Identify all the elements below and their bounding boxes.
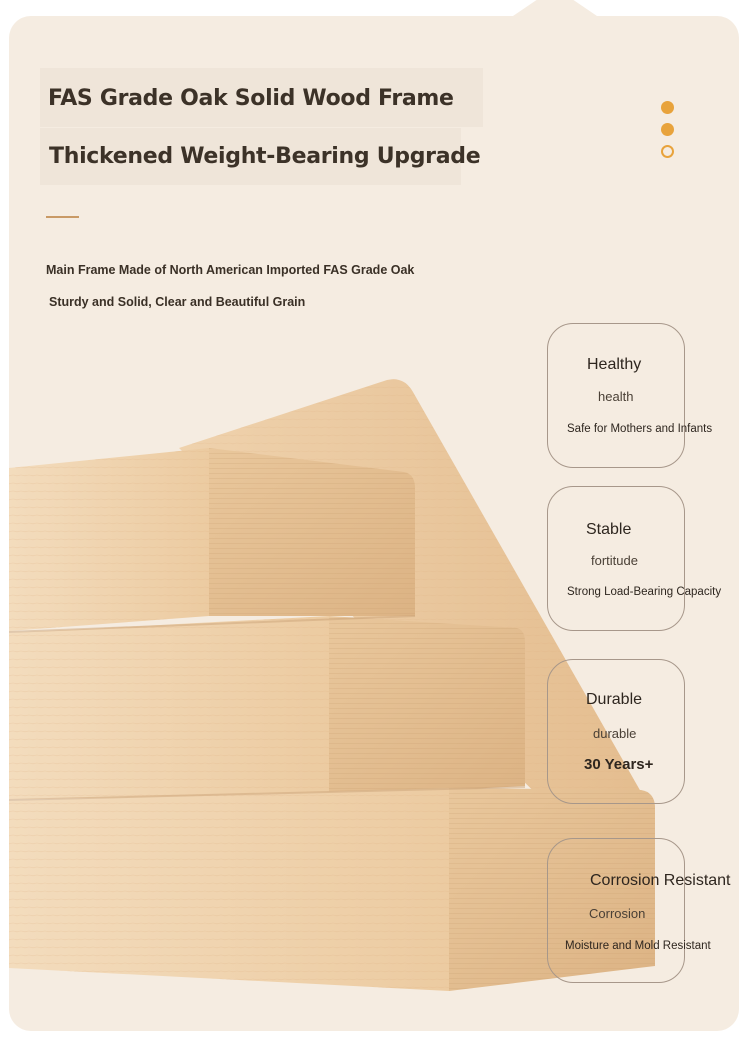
feature-badge-healthy bbox=[547, 323, 713, 468]
top-notch bbox=[513, 0, 597, 16]
feature-detail: Safe for Mothers and Infants bbox=[567, 423, 713, 435]
feature-title: Corrosion Resistant bbox=[590, 872, 731, 889]
headline-line-1: FAS Grade Oak Solid Wood Frame bbox=[40, 68, 483, 127]
feature-title: Durable bbox=[586, 691, 643, 708]
feature-detail: 30 Years+ bbox=[584, 756, 654, 773]
feature-badge-durable bbox=[547, 659, 685, 804]
headline-line-2: Thickened Weight-Bearing Upgrade bbox=[40, 128, 461, 185]
pagination-dot-1[interactable] bbox=[661, 101, 674, 114]
pagination-dot-3[interactable] bbox=[661, 145, 674, 158]
feature-title: Stable bbox=[586, 521, 632, 538]
feature-subtitle: fortitude bbox=[591, 553, 638, 568]
feature-subtitle: health bbox=[598, 389, 634, 404]
feature-badge-corrosion-resistant bbox=[547, 838, 731, 983]
subtitle-line-2: Sturdy and Solid, Clear and Beautiful Grain bbox=[49, 295, 306, 309]
feature-detail: Moisture and Mold Resistant bbox=[565, 940, 711, 952]
feature-badge-stable bbox=[547, 486, 722, 631]
feature-subtitle: Corrosion bbox=[589, 906, 646, 921]
feature-card bbox=[9, 16, 739, 1031]
feature-subtitle: durable bbox=[593, 726, 637, 741]
pagination-dot-2[interactable] bbox=[661, 123, 674, 136]
feature-title: Healthy bbox=[587, 356, 642, 373]
feature-detail: Strong Load-Bearing Capacity bbox=[567, 586, 722, 598]
subtitle-line-1: Main Frame Made of North American Imported FAS Grade Oak bbox=[46, 263, 415, 277]
accent-divider bbox=[46, 216, 79, 218]
